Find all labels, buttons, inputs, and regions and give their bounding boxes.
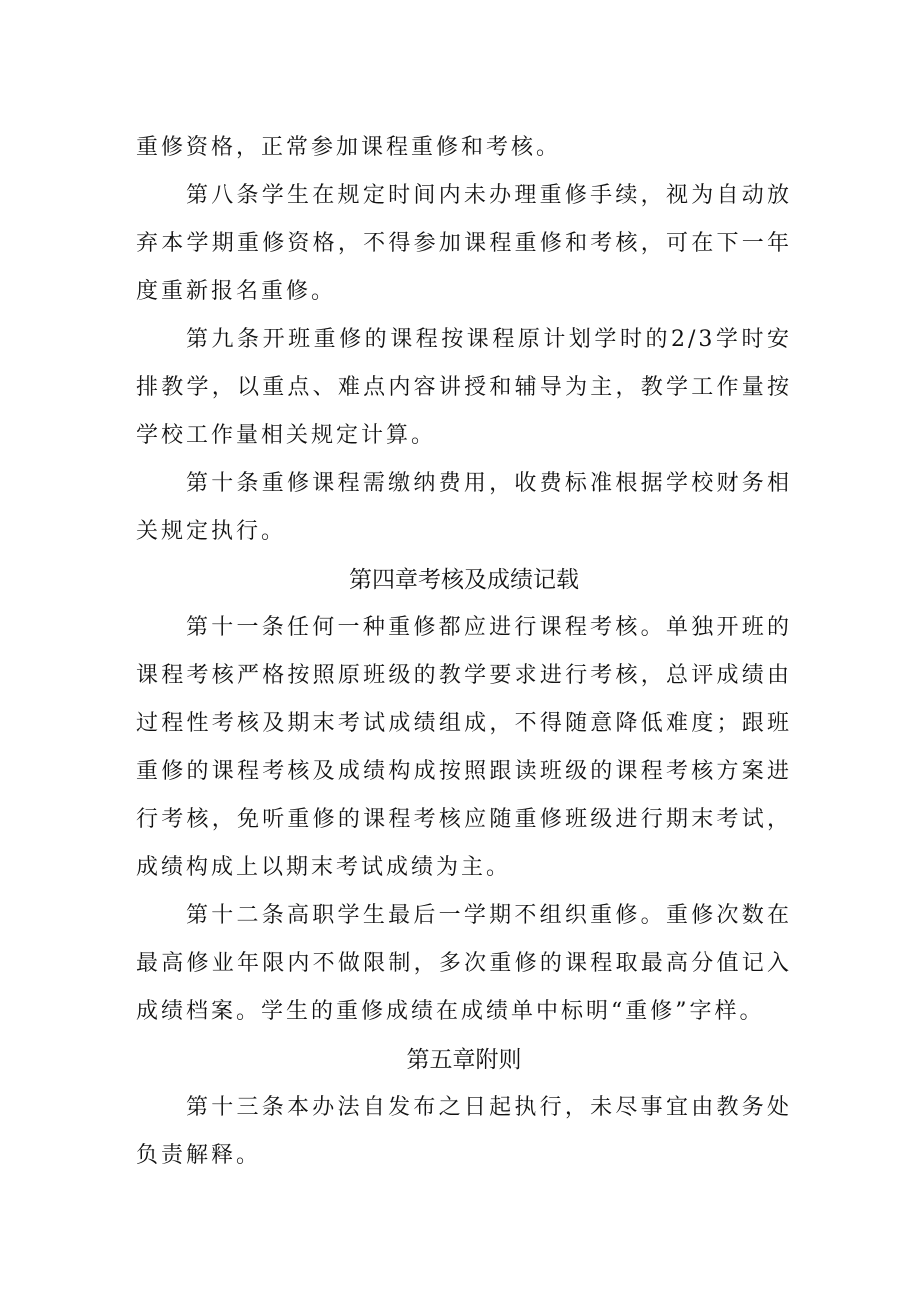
article-10-paragraph: 第十条重修课程需缴纳费用，收费标准根据学校财务相关规定执行。: [136, 471, 792, 544]
article-13-paragraph: 第十三条本办法自发布之日起执行，未尽事宜由教务处负责解释。: [136, 1095, 792, 1168]
article-11-paragraph: 第十一条任何一种重修都应进行课程考核。单独开班的课程考核严格按照原班级的教学要求进行考核，总评成绩由过程性考核及期末考试成绩组成，不得随意降低难度；跟班重修的课程考核及成绩构成按照跟读班级的课程考核方案进行考核，免听重修的课程考核应随重修班级进行期末考试，成绩构成上以期末考试成绩为主。: [136, 615, 792, 880]
document-page: [136, 124, 792, 1180]
article-9-paragraph: 第九条开班重修的课程按课程原计划学时的2/3学时安排教学，以重点、难点内容讲授和辅导为主，教学工作量按学校工作量相关规定计算。: [136, 327, 792, 448]
article-12-paragraph: 第十二条高职学生最后一学期不组织重修。重修次数在最高修业年限内不做限制，多次重修的课程取最高分值记入成绩档案。学生的重修成绩在成绩单中标明“重修”字样。: [136, 903, 792, 1024]
paragraph-continuation: 重修资格，正常参加课程重修和考核。: [136, 135, 562, 160]
chapter-5-heading: 第五章附则: [406, 1047, 522, 1073]
chapter-4-heading: 第四章考核及成绩记载: [349, 567, 579, 593]
article-8-paragraph: 第八条学生在规定时间内未办理重修手续，视为自动放弃本学期重修资格，不得参加课程重修和考核，可在下一年度重新报名重修。: [136, 183, 792, 304]
